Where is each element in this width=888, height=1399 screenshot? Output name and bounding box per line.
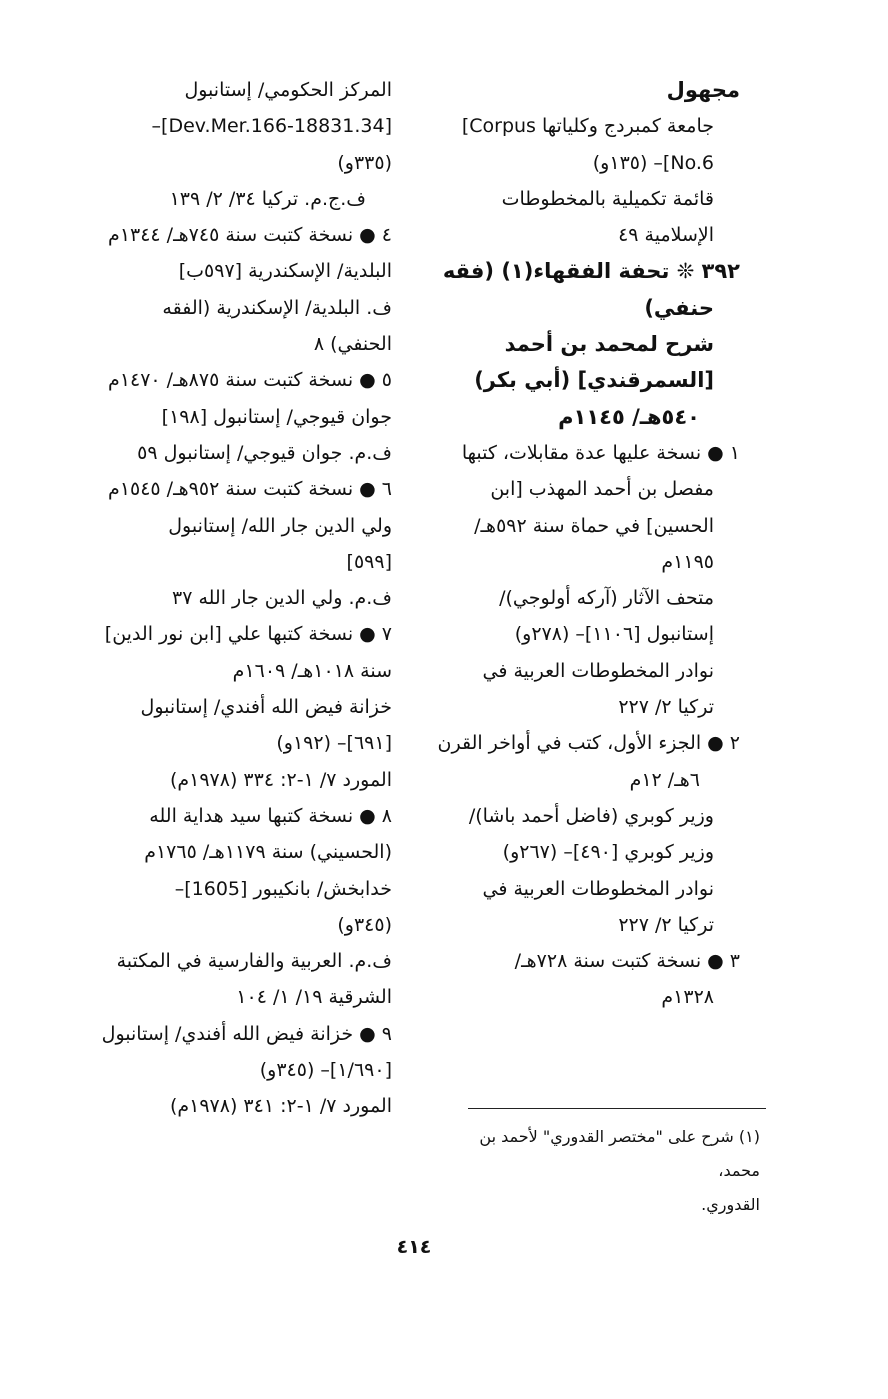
text-line: (الحسيني) سنة ١١٧٩هـ/ ١٧٦٥م	[144, 841, 392, 864]
text-line: متحف الآثار (آركه أولوجي)/	[499, 587, 714, 610]
text-line: خزانة فيض الله أفندي/ إستانبول	[140, 696, 392, 719]
footnote	[440, 1120, 760, 1222]
text-line: ١١٩٥م	[661, 550, 714, 573]
text-line: الشرقية ١٩/ ١/ ١٠٤	[236, 986, 392, 1009]
text-line: ف.م. جوان قيوجي/ إستانبول ٥٩	[137, 441, 392, 464]
footnote-line: القدوري.	[701, 1195, 760, 1214]
text-line: جوان قيوجي/ إستانبول [١٩٨]	[161, 405, 392, 428]
text-line: ٨ ● نسخة كتبها سيد هداية الله	[149, 804, 392, 827]
text-line: جامعة كمبردج وكلياتها Corpus]	[461, 115, 714, 138]
text-line: ٤ ● نسخة كتبت سنة ٧٤٥هـ/ ١٣٤٤م	[108, 224, 392, 247]
text-line: الحسين] في حماة سنة ٥٩٢هـ/	[474, 514, 714, 537]
text-line: ٦ ● نسخة كتبت سنة ٩٥٢هـ/ ١٥٤٥م	[108, 478, 392, 501]
text-line: No.6]– (١٣٥و)	[592, 151, 714, 174]
text-line: ١ ● نسخة عليها عدة مقابلات، كتبها	[461, 441, 740, 464]
text-line: ٩ ● خزانة فيض الله أفندي/ إستانبول	[101, 1022, 392, 1045]
text-line: ٥ ● نسخة كتبت سنة ٨٧٥هـ/ ١٤٧٠م	[108, 369, 392, 392]
text-line: ٥٤٠هـ/ ١١٤٥م	[558, 404, 700, 429]
text-line: الإسلامية ٤٩	[618, 224, 714, 247]
text-line: (٣٣٥و)	[337, 151, 392, 174]
text-line: [٦٩١]– (١٩٢و)	[276, 732, 392, 755]
text-line: إستانبول [١١٠٦]– (٢٧٨و)	[514, 623, 714, 646]
text-line: تركيا ٢/ ٢٢٧	[618, 696, 714, 719]
text-line: ٧ ● نسخة كتبها علي [ابن نور الدين]	[104, 623, 392, 646]
text-line: ولي الدين جار الله/ إستانبول	[168, 514, 392, 537]
text-line: سنة ١٠١٨هـ/ ١٦٠٩م	[232, 659, 392, 682]
footnote-line: (١) شرح على "مختصر القدوري" لأحمد بن محمد،	[479, 1127, 760, 1180]
text-line: البلدية/ الإسكندرية [٥٩٧ب]	[178, 260, 392, 283]
text-line: [34.Dev.Mer.166-18831]–	[151, 115, 392, 138]
text-line: حنفي)	[644, 295, 714, 320]
text-line: [السمرقندي] (أبي بكر)	[474, 368, 714, 393]
text-line: تركيا ٢/ ٢٢٧	[618, 913, 714, 936]
text-line: ف.م. العربية والفارسية في المكتبة	[116, 950, 392, 973]
text-line: خدابخش/ بانكيبور [1605]–	[174, 877, 392, 900]
text-line: وزير كوبري (فاضل أحمد باشا)/	[468, 804, 714, 827]
text-line: مجهول	[666, 78, 740, 102]
entry-heading: ٣٩٢ ❊ تحفة الفقهاء(١) (فقه	[442, 259, 740, 284]
text-line: ١٣٢٨م	[661, 986, 714, 1009]
text-line: (٣٤٥و)	[337, 913, 392, 936]
text-line: ف.م. ولي الدين جار الله ٣٧	[171, 587, 392, 610]
text-line: قائمة تكميلية بالمخطوطات	[501, 187, 714, 210]
right-column	[437, 72, 740, 1016]
text-line: وزير كوبري [٤٩٠]– (٢٦٧و)	[502, 841, 714, 864]
left-column	[52, 72, 392, 1125]
text-line: نوادر المخطوطات العربية في	[482, 877, 714, 900]
text-line: ٣ ● نسخة كتبت سنة ٧٢٨هـ/	[514, 950, 740, 973]
text-line: المورد ٧/ ١-٢: ٣٤١ (١٩٧٨م)	[169, 1095, 392, 1118]
text-line: شرح لمحمد بن أحمد	[504, 332, 714, 357]
page-number: ٤١٤	[396, 1236, 432, 1258]
text-line: ٢ ● الجزء الأول، كتب في أواخر القرن	[437, 732, 740, 755]
footnote-divider	[468, 1108, 766, 1109]
text-line: مفصل بن أحمد المهذب [ابن	[490, 478, 714, 501]
text-line: [١/٦٩٠]– (٣٤٥و)	[259, 1059, 392, 1082]
text-line: ف. البلدية/ الإسكندرية (الفقه	[162, 296, 392, 319]
text-line: المورد ٧/ ١-٢: ٣٣٤ (١٩٧٨م)	[169, 768, 392, 791]
text-line: نوادر المخطوطات العربية في	[482, 659, 714, 682]
text-line: المركز الحكومي/ إستانبول	[184, 79, 392, 101]
text-line: ف.ج.م. تركيا ٣٤/ ٢/ ١٣٩	[169, 187, 366, 210]
text-line: [٥٩٩]	[346, 550, 392, 573]
text-line: الحنفي) ٨	[313, 333, 392, 356]
text-line: ٦هـ/ ١٢م	[629, 768, 700, 791]
